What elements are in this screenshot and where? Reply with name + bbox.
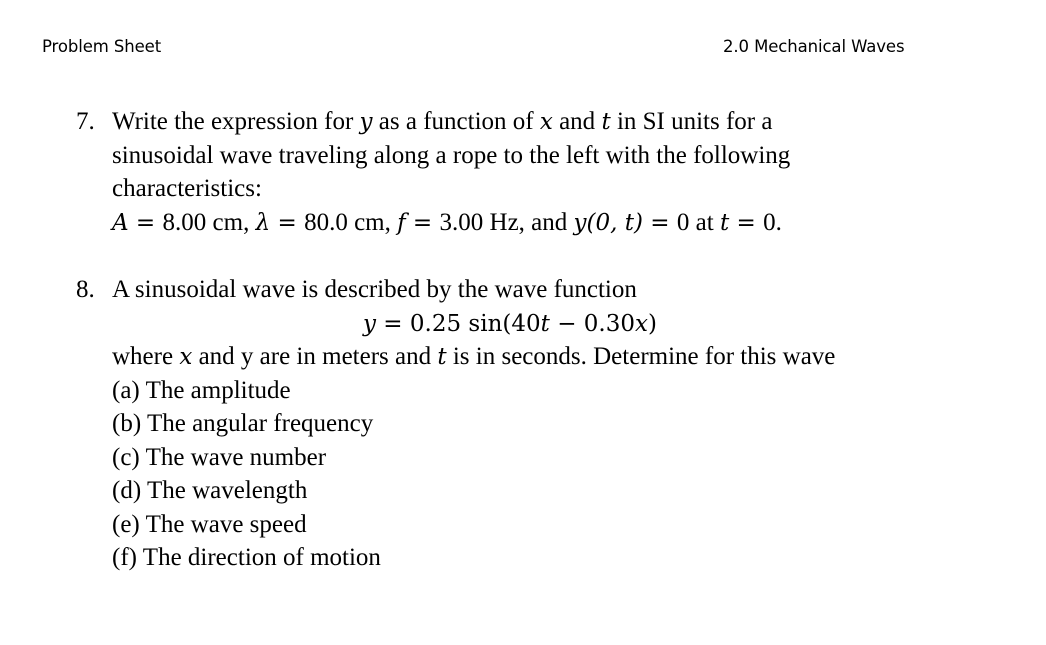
value: 0 at [676, 208, 720, 236]
header-chapter: 2.0 Mechanical Waves [723, 37, 905, 56]
math-var-lambda: λ [255, 209, 271, 236]
text: is in seconds. Determine for this wave [446, 343, 836, 370]
list-label: (d) [112, 477, 142, 504]
text: characteristics: [112, 175, 262, 202]
math-var-t: t [719, 209, 730, 236]
list-label: (c) [112, 443, 140, 471]
equation-part: = 0.25 sin(40 [376, 310, 541, 337]
equals: = [405, 209, 440, 236]
equals: = [729, 209, 764, 236]
math-var-y: y [359, 109, 373, 135]
math-var-x: x [179, 344, 193, 370]
list-text: The wave number [145, 443, 327, 471]
math-var-t: t [437, 344, 447, 370]
equation-part: ) [647, 310, 657, 337]
equals: = [128, 209, 163, 236]
problem-number: 8. [76, 276, 95, 303]
math-var-x: x [539, 109, 553, 135]
text: as a function of [372, 108, 540, 135]
math-var-y: y [363, 310, 376, 337]
text: Write the expression for [112, 108, 360, 135]
math-var-t: t [540, 310, 550, 337]
text: where [112, 343, 180, 370]
list-text: The wavelength [146, 477, 308, 504]
list-label: (b) [112, 410, 142, 437]
value: 3.00 Hz, and [439, 208, 574, 236]
list-text: The angular frequency [146, 410, 374, 437]
math-expr-y0t: y(0, t) [573, 209, 643, 236]
math-var-A: A [112, 209, 129, 236]
list-text: The amplitude [145, 376, 291, 404]
equals: = [270, 209, 305, 236]
equals: = [642, 209, 677, 236]
text: A sinusoidal wave is described by the wave function [112, 276, 637, 303]
value: 8.00 cm, [162, 208, 256, 236]
problem-number: 7. [76, 108, 95, 135]
value: 0. [763, 208, 782, 236]
list-text: The wave speed [145, 510, 307, 538]
list-text: The direction of motion [142, 544, 381, 571]
list-label: (e) [112, 510, 140, 538]
math-var-f: f [397, 209, 406, 236]
equation-part: − 0.30 [549, 310, 635, 337]
header-title: Problem Sheet [42, 37, 162, 56]
list-label: (a) [112, 376, 140, 404]
text: in SI units for a [610, 108, 773, 135]
text: and y are in meters and [192, 343, 438, 370]
text: sinusoidal wave traveling along a rope to the left with the following [112, 141, 791, 169]
text: and [552, 108, 602, 135]
value: 80.0 cm, [304, 208, 398, 236]
math-var-t: t [601, 109, 611, 135]
math-var-x: x [635, 310, 648, 337]
list-label: (f) [112, 544, 137, 571]
